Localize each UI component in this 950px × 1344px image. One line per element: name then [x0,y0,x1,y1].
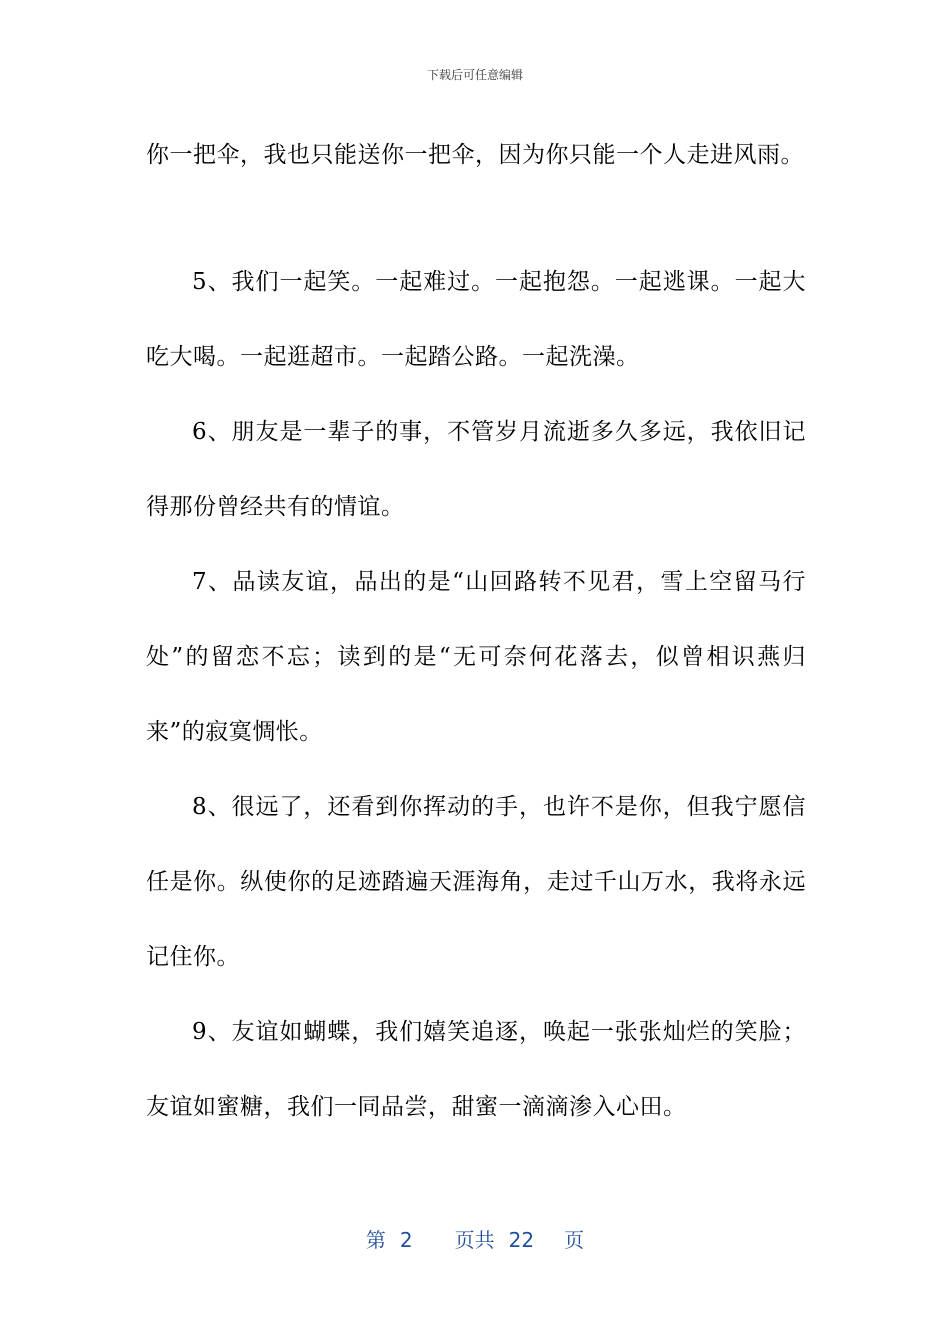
page-footer [0,1224,950,1253]
paragraph-gap [146,193,806,245]
document-body [146,118,806,1145]
footer-middle: 页共 [454,1228,495,1252]
page-header-note: 下载后可任意编辑 [426,68,523,82]
paragraph-8: 8、很远了，还看到你挥动的手，也许不是你，但我宁愿信任是你。纵使你的足迹踏遍天涯海角，走过千山万水，我将永远记住你。 [146,794,806,970]
footer-total-pages: 22 [508,1228,535,1252]
footer-page-number: 2 [399,1228,413,1252]
paragraph-7: 7、品读友谊，品出的是“山回路转不见君，雪上空留马行处”的留恋不忘；读到的是“无可奈何花落去，似曾相识燕归来”的寂寞惆怅。 [146,569,806,745]
paragraph-5: 5、我们一起笑。一起难过。一起抱怨。一起逃课。一起大吃大喝。一起逛超市。一起踏公路。一起洗澡。 [146,269,806,370]
paragraph-continued: 你一把伞，我也只能送你一把伞，因为你只能一个人走进风雨。 [146,142,804,168]
footer-suffix: 页 [564,1228,585,1252]
paragraph-6: 6、朋友是一辈子的事，不管岁月流逝多久多远，我依旧记得那份曾经共有的情谊。 [146,419,806,520]
footer-prefix: 第 [365,1228,386,1252]
paragraph-9: 9、友谊如蝴蝶，我们嬉笑追逐，唤起一张张灿烂的笑脸；友谊如蜜糖，我们一同品尝，甜蜜一滴滴渗入心田。 [146,1019,806,1120]
